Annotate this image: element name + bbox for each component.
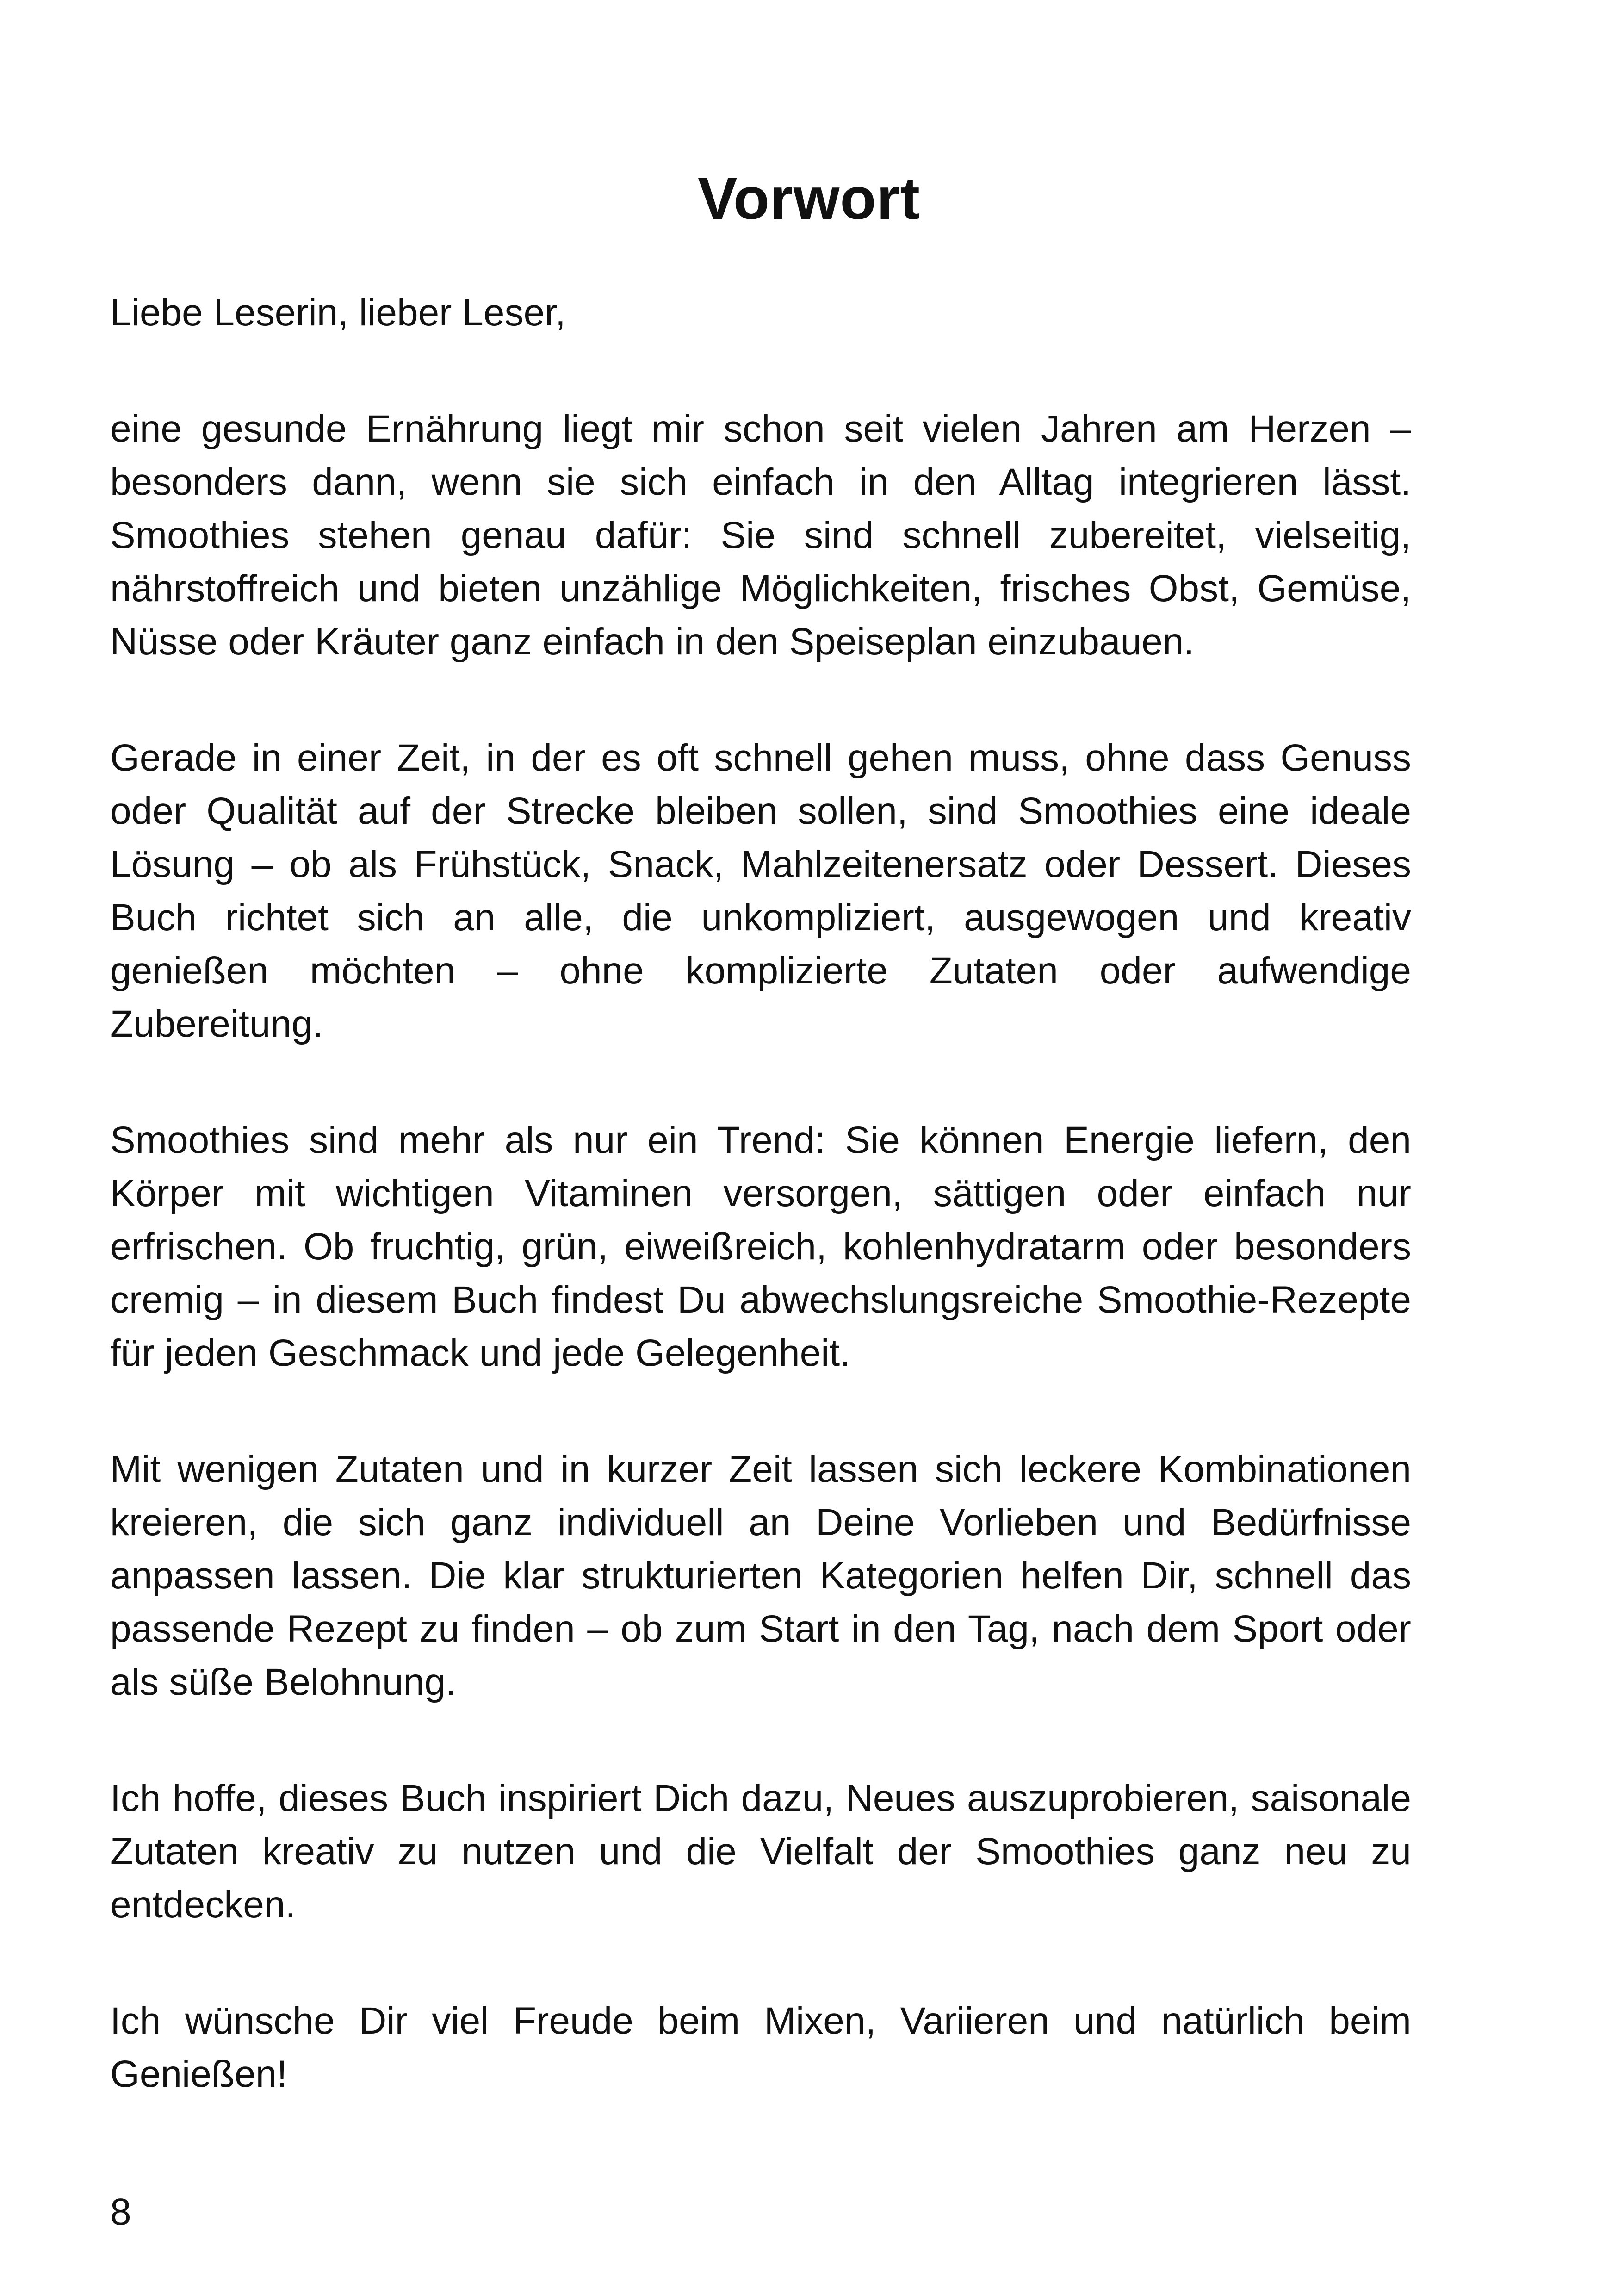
paragraph-5: Ich hoffe, dieses Buch inspiriert Dich dazu, Neues auszuprobieren, saisonale Zutaten kreativ zu nutzen und die Vielfalt der Smoothies ganz neu zu entdecken. bbox=[110, 1777, 1411, 1926]
salutation: Liebe Leserin, lieber Leser, bbox=[110, 292, 566, 334]
paragraph-4: Mit wenigen Zutaten und in kurzer Zeit lassen sich leckere Kombinationen kreieren, die sich ganz individuell an Deine Vorlieben und Bedürfnisse anpassen lassen. Die klar strukturierten Kategorien helfen Dir, schnell das passende Rezept zu finden – ob zum Start in den Tag, nach dem Sport oder als süße Belohnung. bbox=[110, 1448, 1411, 1703]
foreword-body bbox=[110, 286, 1411, 2164]
paragraph-3: Smoothies sind mehr als nur ein Trend: Sie können Energie liefern, den Körper mit wichtigen Vitaminen versorgen, sättigen oder einfach nur erfrischen. Ob fruchtig, grün, eiweißreich, kohlenhydratarm oder besonders cremig – in diesem Buch findest Du abwechslungsreiche Smoothie-Rezepte für jeden Geschmack und jede Gelegenheit. bbox=[110, 1119, 1411, 1374]
page-title: Vorwort bbox=[697, 166, 921, 232]
page-number: 8 bbox=[110, 2191, 131, 2233]
paragraph-6: Ich wünsche Dir viel Freude beim Mixen, Variieren und natürlich beim Genießen! bbox=[110, 2000, 1411, 2095]
paragraph-2: Gerade in einer Zeit, in der es oft schnell gehen muss, ohne dass Genuss oder Qualität auf der Strecke bleiben sollen, sind Smoothies eine ideale Lösung – ob als Frühstück, Snack, Mahlzeitenersatz oder Dessert. Dieses Buch richtet sich an alle, die unkompliziert, ausgewogen und kreativ genießen möchten – ohne komplizierte Zutaten oder aufwendige Zubereitung. bbox=[110, 737, 1411, 1045]
paragraph-1: eine gesunde Ernährung liegt mir schon seit vielen Jahren am Herzen – besonders dann, wenn sie sich einfach in den Alltag integrieren lässt. Smoothies stehen genau dafür: Sie sind schnell zubereitet, vielseitig, nährstoffreich und bieten unzählige Möglichkeiten, frisches Obst, Gemüse, Nüsse oder Kräuter ganz einfach in den Speiseplan einzubauen. bbox=[110, 408, 1411, 663]
